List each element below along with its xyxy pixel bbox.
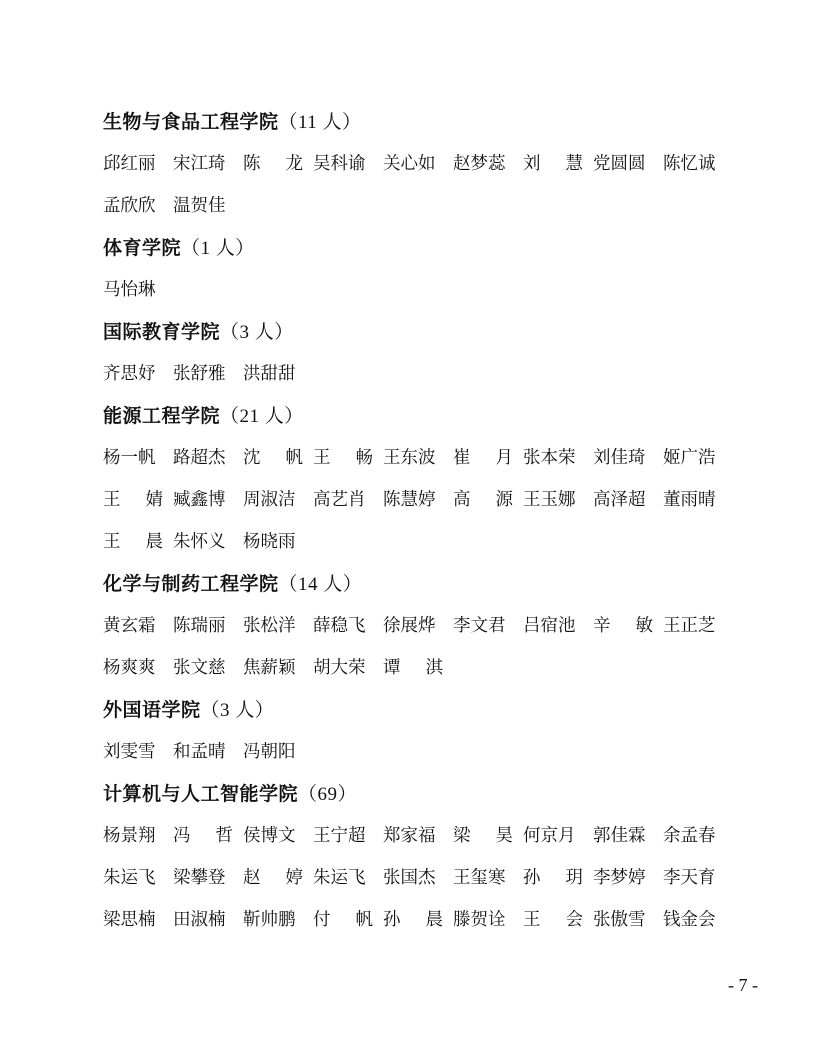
student-name: 郑家福 [383,826,436,846]
student-name: 谭 淇 [383,658,443,678]
student-name: 崔 月 [453,448,513,468]
college-heading [103,227,743,269]
college-section [103,311,743,395]
student-name: 刘 慧 [523,154,583,174]
student-name: 靳帅鹏 [243,910,296,930]
student-name: 李文君 [453,616,506,636]
student-name: 孟欣欣 [103,196,156,216]
student-name: 吴科谕 [313,154,366,174]
names-row [103,437,743,479]
college-heading [103,689,743,731]
student-name: 钱金会 [663,910,716,930]
student-name: 齐思妤 [103,364,156,384]
student-name: 高艺肖 [313,490,366,510]
student-name: 梁 昊 [453,826,513,846]
college-title: 生物与食品工程学院 [103,111,279,133]
student-name: 杨一帆 [103,448,156,468]
student-name: 温贺佳 [173,196,226,216]
student-name: 杨景翔 [103,826,156,846]
college-count: （14 人） [278,574,363,595]
student-name: 孙 晨 [383,910,443,930]
student-name: 姬广浩 [663,448,716,468]
student-name: 赵 婷 [243,868,303,888]
student-name: 党圆圆 [593,154,646,174]
student-name: 洪甜甜 [243,364,296,384]
student-name: 梁攀登 [173,868,226,888]
student-name: 高泽超 [593,490,646,510]
college-count: （21 人） [220,406,304,427]
college-section [103,689,743,773]
college-title: 计算机与人工智能学院 [103,783,299,805]
student-name: 杨爽爽 [103,658,156,678]
names-row [103,185,743,227]
student-name: 王 晨 [103,532,163,552]
student-name: 赵梦蕊 [453,154,506,174]
names-row [103,857,743,899]
student-name: 刘佳琦 [593,448,646,468]
college-heading [103,395,743,437]
student-name: 王 会 [523,910,583,930]
student-name: 朱运飞 [313,868,366,888]
student-name: 张国杰 [383,868,436,888]
student-name: 滕贺诠 [453,910,506,930]
names-row [103,521,743,563]
student-name: 田淑楠 [173,910,226,930]
college-title: 外国语学院 [103,699,201,721]
student-name: 臧鑫博 [173,490,226,510]
student-name: 沈 帆 [243,448,303,468]
student-name: 马怡琳 [103,280,156,300]
student-name: 冯朝阳 [243,742,296,762]
student-name: 付 帆 [313,910,373,930]
student-name: 王 婧 [103,490,163,510]
college-title: 化学与制药工程学院 [103,573,279,595]
college-count: （3 人） [220,322,294,343]
student-name: 朱运飞 [103,868,156,888]
college-section [103,773,743,941]
student-name: 王东波 [383,448,436,468]
student-name: 刘雯雪 [103,742,156,762]
student-name: 王 畅 [313,448,373,468]
college-section [103,563,743,689]
student-name: 侯博文 [243,826,296,846]
names-row [103,269,743,311]
student-name: 朱怀义 [173,532,226,552]
student-name: 李天育 [663,868,716,888]
student-name: 邱红丽 [103,154,156,174]
college-title: 国际教育学院 [103,321,221,343]
college-section [103,395,743,563]
student-name: 焦薪颖 [243,658,296,678]
college-title: 能源工程学院 [103,405,221,427]
college-title: 体育学院 [103,237,182,259]
student-name: 吕宿池 [523,616,576,636]
student-name: 关心如 [383,154,436,174]
student-name: 何京月 [523,826,576,846]
student-name: 余孟春 [663,826,716,846]
names-row [103,731,743,773]
document-page [103,101,743,941]
student-name: 陈瑞丽 [173,616,226,636]
student-name: 陈慧婷 [383,490,436,510]
college-heading [103,101,743,143]
student-name: 薛稳飞 [313,616,366,636]
student-name: 冯 哲 [173,826,233,846]
student-name: 陈忆诚 [663,154,716,174]
names-row [103,815,743,857]
student-name: 郭佳霖 [593,826,646,846]
names-row [103,479,743,521]
names-row [103,647,743,689]
student-name: 宋江琦 [173,154,226,174]
college-heading [103,773,743,815]
student-name: 张松洋 [243,616,296,636]
student-name: 梁思楠 [103,910,156,930]
college-count: （3 人） [200,700,275,721]
student-name: 胡大荣 [313,658,366,678]
student-name: 张本荣 [523,448,576,468]
student-name: 孙 玥 [523,868,583,888]
student-name: 王玺寒 [453,868,506,888]
student-name: 张文慈 [173,658,226,678]
names-row [103,605,743,647]
student-name: 陈 龙 [243,154,303,174]
college-section [103,101,743,227]
student-name: 辛 敏 [593,616,653,636]
college-count: （1 人） [181,238,255,259]
college-count: （11 人） [278,112,362,133]
college-section [103,227,743,311]
student-name: 张傲雪 [593,910,646,930]
student-name: 徐展烨 [383,616,436,636]
student-name: 王正芝 [663,616,716,636]
student-name: 高 源 [453,490,513,510]
student-name: 周淑洁 [243,490,296,510]
student-name: 王宁超 [313,826,366,846]
student-name: 王玉娜 [523,490,576,510]
student-name: 路超杰 [173,448,226,468]
college-count: （69） [298,784,358,805]
student-name: 黄玄霜 [103,616,156,636]
names-row [103,353,743,395]
student-name: 张舒雅 [173,364,226,384]
student-name: 和孟晴 [173,742,226,762]
student-name: 杨晓雨 [243,532,296,552]
student-name: 董雨晴 [663,490,716,510]
names-row [103,899,743,941]
page-number: - 7 - [728,975,758,995]
college-heading [103,311,743,353]
names-row [103,143,743,185]
college-heading [103,563,743,605]
student-name: 李梦婷 [593,868,646,888]
